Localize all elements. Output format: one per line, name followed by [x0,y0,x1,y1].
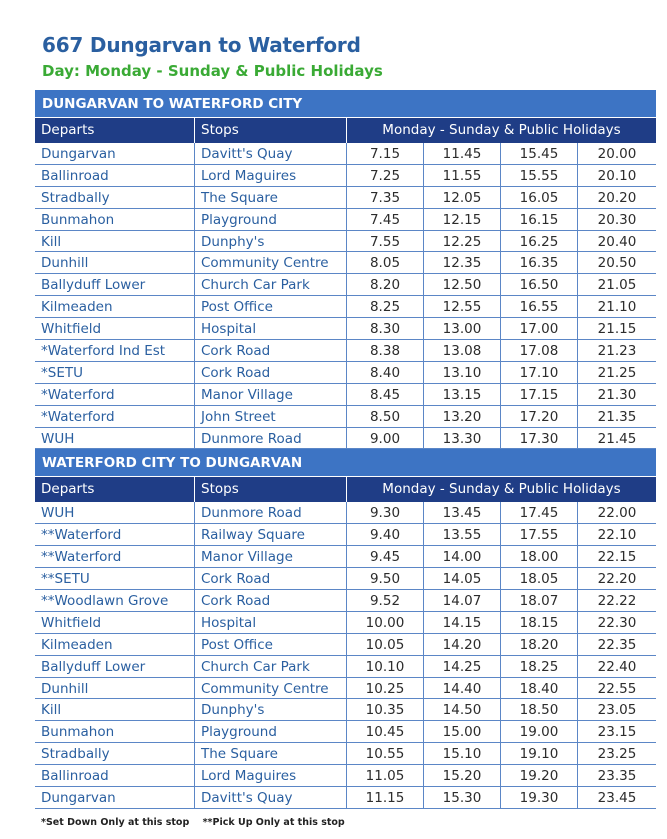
time-cell: 7.35 [347,187,424,208]
stop-cell: Church Car Park [195,656,347,677]
time-cell: 13.08 [424,340,501,361]
time-cell: 17.45 [501,502,578,523]
time-cell: 11.05 [347,765,424,786]
time-cell: 16.05 [501,187,578,208]
table-row [35,252,656,274]
time-cell: 22.35 [597,636,637,653]
time-cell: 8.30 [347,318,424,339]
time-cell: 20.20 [597,189,637,206]
departs-cell: Bunmahon [35,209,195,230]
time-cell: 23.15 [597,724,637,741]
stop-cell: Community Centre [195,678,347,699]
time-cell: 7.25 [347,165,424,186]
time-cell: 22.55 [597,680,637,697]
time-cell: 12.55 [424,296,501,317]
time-cell: 23.25 [597,746,637,763]
column-header-departs: Departs [35,477,195,502]
departs-cell: Kill [35,699,195,720]
departs-cell: Kill [35,231,195,252]
table-row [35,165,656,187]
time-cell: 14.25 [424,656,501,677]
time-cell: 14.07 [424,590,501,611]
stop-cell: Church Car Park [195,274,347,295]
column-header-days: Monday - Sunday & Public Holidays [382,481,621,498]
column-header-row [35,118,656,143]
departs-cell: Stradbally [35,187,195,208]
column-header-days: Monday - Sunday & Public Holidays [382,122,621,138]
time-cell: 22.30 [597,614,637,631]
table-row [35,340,656,362]
time-cell: 14.05 [424,568,501,589]
time-cell: 12.25 [424,231,501,252]
time-cell: 22.20 [597,571,637,588]
departs-cell: *Waterford Ind Est [35,340,195,361]
time-cell: 16.50 [501,274,578,295]
time-cell: 15.10 [424,743,501,764]
stop-cell: Dunphy's [195,231,347,252]
departs-cell: Whitfield [35,612,195,633]
table-row [35,699,656,721]
departs-cell: Stradbally [35,743,195,764]
table-row [35,743,656,765]
stop-cell: Dunphy's [195,699,347,720]
table-row [35,406,656,428]
section-heading: DUNGARVAN TO WATERFORD CITY [35,90,656,118]
column-header-departs: Departs [35,118,195,143]
time-cell: 17.08 [501,340,578,361]
time-cell: 8.25 [347,296,424,317]
table-row [35,612,656,634]
departs-cell: *SETU [35,362,195,383]
departs-cell: WUH [35,502,195,523]
time-cell: 10.25 [347,678,424,699]
stop-cell: Playground [195,209,347,230]
time-cell: 8.40 [347,362,424,383]
time-cell: 18.00 [501,546,578,567]
time-cell: 8.20 [347,274,424,295]
time-cell: 13.15 [424,384,501,405]
stop-cell: Cork Road [195,362,347,383]
time-cell: 18.05 [501,568,578,589]
timetable-section-return [35,449,656,808]
time-cell: 20.30 [597,211,637,228]
column-header-stops: Stops [195,118,347,143]
time-cell: 23.35 [597,768,637,785]
stop-cell: John Street [195,406,347,427]
time-cell: 22.10 [597,527,637,544]
table-row [35,590,656,612]
time-cell: 14.15 [424,612,501,633]
table-row [35,318,656,340]
table-row [35,678,656,700]
time-cell: 19.20 [501,765,578,786]
time-cell: 17.55 [501,524,578,545]
stop-cell: Davitt's Quay [195,787,347,808]
time-cell: 21.45 [597,430,637,447]
time-cell: 21.15 [597,321,637,338]
time-cell: 18.40 [501,678,578,699]
footnote-set-down: *Set Down Only at this stop [41,817,190,828]
time-cell: 21.30 [597,386,637,403]
time-cell: 21.23 [597,343,637,360]
time-cell: 19.30 [501,787,578,808]
departs-cell: Ballinroad [35,165,195,186]
time-cell: 13.30 [424,428,501,449]
time-cell: 18.20 [501,634,578,655]
time-cell: 13.20 [424,406,501,427]
time-cell: 18.25 [501,656,578,677]
time-cell: 20.10 [597,167,637,184]
stop-cell: Railway Square [195,524,347,545]
stop-cell: Manor Village [195,384,347,405]
departs-cell: **SETU [35,568,195,589]
departs-cell: Kilmeaden [35,296,195,317]
time-cell: 10.05 [347,634,424,655]
time-cell: 16.15 [501,209,578,230]
time-cell: 15.00 [424,721,501,742]
time-cell: 10.55 [347,743,424,764]
stop-cell: Cork Road [195,568,347,589]
stop-cell: The Square [195,743,347,764]
table-row [35,231,656,253]
stop-cell: Cork Road [195,590,347,611]
time-cell: 9.50 [347,568,424,589]
stop-cell: Davitt's Quay [195,143,347,164]
table-row [35,384,656,406]
stop-cell: Lord Maguires [195,765,347,786]
time-cell: 12.05 [424,187,501,208]
time-cell: 14.50 [424,699,501,720]
time-cell: 21.05 [597,277,637,294]
stop-cell: Hospital [195,318,347,339]
time-cell: 15.45 [501,143,578,164]
departs-cell: **Waterford [35,524,195,545]
time-cell: 9.45 [347,546,424,567]
stop-cell: Dunmore Road [195,428,347,449]
time-cell: 16.35 [501,252,578,273]
time-cell: 10.00 [347,612,424,633]
time-cell: 19.00 [501,721,578,742]
table-row [35,296,656,318]
stop-cell: Dunmore Road [195,502,347,523]
time-cell: 17.30 [501,428,578,449]
time-cell: 7.55 [347,231,424,252]
time-cell: 21.10 [597,299,637,316]
time-cell: 12.35 [424,252,501,273]
section-heading: WATERFORD CITY TO DUNGARVAN [35,449,656,477]
time-cell: 12.50 [424,274,501,295]
time-cell: 18.15 [501,612,578,633]
time-cell: 16.55 [501,296,578,317]
stop-cell: Post Office [195,634,347,655]
time-cell: 20.00 [597,146,637,162]
time-cell: 14.00 [424,546,501,567]
table-row [35,502,656,524]
time-cell: 20.40 [597,233,637,250]
time-cell: 17.00 [501,318,578,339]
time-cell: 15.55 [501,165,578,186]
table-row [35,568,656,590]
time-cell: 23.05 [597,702,637,719]
time-cell: 9.40 [347,524,424,545]
timetable [35,90,656,809]
time-cell: 7.45 [347,209,424,230]
stop-cell: Community Centre [195,252,347,273]
departs-cell: Ballyduff Lower [35,656,195,677]
time-cell: 17.20 [501,406,578,427]
departs-cell: WUH [35,428,195,449]
time-cell: 11.45 [424,143,501,164]
time-cell: 11.15 [347,787,424,808]
departs-cell: *Waterford [35,384,195,405]
time-cell: 13.00 [424,318,501,339]
table-row [35,787,656,809]
table-row [35,656,656,678]
time-cell: 11.55 [424,165,501,186]
time-cell: 8.45 [347,384,424,405]
stop-cell: Lord Maguires [195,165,347,186]
time-cell: 21.25 [597,364,637,381]
time-cell: 22.40 [597,658,637,675]
time-cell: 16.25 [501,231,578,252]
time-cell: 21.35 [597,408,637,425]
time-cell: 8.50 [347,406,424,427]
stop-cell: The Square [195,187,347,208]
time-cell: 17.10 [501,362,578,383]
time-cell: 7.15 [347,143,424,164]
departs-cell: Kilmeaden [35,634,195,655]
departs-cell: Whitfield [35,318,195,339]
time-cell: 17.15 [501,384,578,405]
time-cell: 9.00 [347,428,424,449]
table-row [35,765,656,787]
footnotes [41,817,345,828]
table-row [35,428,656,450]
table-row [35,362,656,384]
departs-cell: Ballyduff Lower [35,274,195,295]
time-cell: 22.22 [597,593,637,610]
table-row [35,524,656,546]
table-row [35,721,656,743]
time-cell: 10.45 [347,721,424,742]
time-cell: 9.52 [347,590,424,611]
time-cell: 9.30 [347,502,424,523]
time-cell: 10.35 [347,699,424,720]
departs-cell: Dunhill [35,678,195,699]
time-cell: 15.20 [424,765,501,786]
departs-cell: *Waterford [35,406,195,427]
time-cell: 13.45 [424,502,501,523]
time-cell: 8.05 [347,252,424,273]
time-cell: 14.20 [424,634,501,655]
departs-cell: Dungarvan [35,143,195,164]
departs-cell: Bunmahon [35,721,195,742]
page-subtitle: Day: Monday - Sunday & Public Holidays [42,62,383,80]
time-cell: 23.45 [597,790,637,807]
stop-cell: Manor Village [195,546,347,567]
time-cell: 8.38 [347,340,424,361]
time-cell: 20.50 [597,255,637,272]
table-row [35,143,656,165]
table-row [35,546,656,568]
column-header-stops: Stops [195,477,347,502]
stop-cell: Playground [195,721,347,742]
stop-cell: Cork Road [195,340,347,361]
page-title: 667 Dungarvan to Waterford [42,33,361,57]
time-cell: 18.50 [501,699,578,720]
stop-cell: Post Office [195,296,347,317]
time-cell: 12.15 [424,209,501,230]
time-cell: 18.07 [501,590,578,611]
stop-cell: Hospital [195,612,347,633]
table-row [35,209,656,231]
departs-cell: **Waterford [35,546,195,567]
time-cell: 14.40 [424,678,501,699]
time-cell: 22.00 [597,505,637,522]
time-cell: 13.10 [424,362,501,383]
table-row [35,634,656,656]
table-row [35,187,656,209]
departs-cell: Ballinroad [35,765,195,786]
timetable-section-outbound [35,90,656,449]
time-cell: 19.10 [501,743,578,764]
table-row [35,274,656,296]
departs-cell: Dungarvan [35,787,195,808]
column-header-row [35,477,656,502]
departs-cell: Dunhill [35,252,195,273]
departs-cell: **Woodlawn Grove [35,590,195,611]
time-cell: 22.15 [597,549,637,566]
time-cell: 13.55 [424,524,501,545]
time-cell: 15.30 [424,787,501,808]
time-cell: 10.10 [347,656,424,677]
footnote-pick-up: **Pick Up Only at this stop [202,817,345,828]
